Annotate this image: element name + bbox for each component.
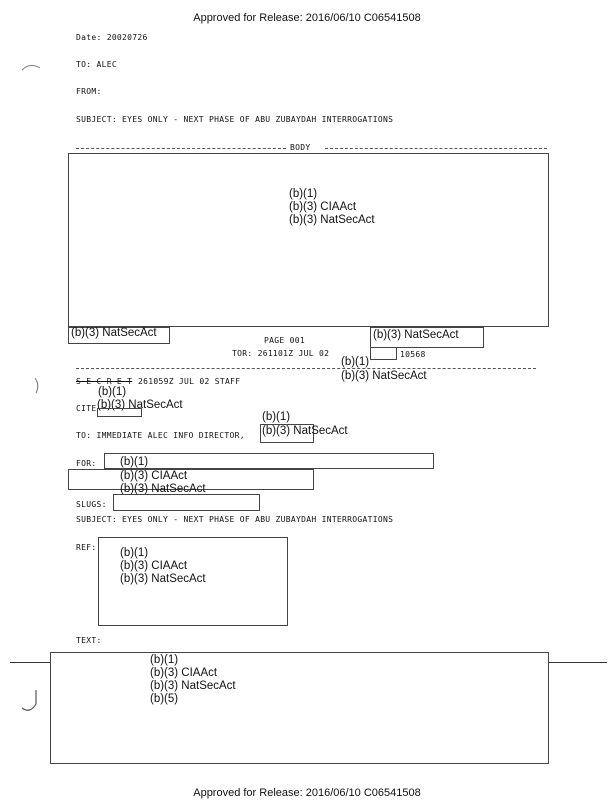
to-redaction-code: (b)(1) xyxy=(262,411,291,423)
to-redaction-code: (b)(3) NatSecAct xyxy=(262,425,348,437)
subject-line: SUBJECT: EYES ONLY - NEXT PHASE OF ABU ZUBAYDAH INTERROGATIONS xyxy=(76,115,394,124)
text-label: TEXT: xyxy=(76,636,102,645)
for-label: FOR: xyxy=(76,459,97,468)
release-footer: Approved for Release: 2016/06/10 C06541508 xyxy=(193,787,421,799)
page-number: PAGE 001 xyxy=(264,336,305,345)
slugs-label: SLUGS: xyxy=(76,500,107,509)
classification-marking: S E C R E T xyxy=(76,377,133,386)
ref-redaction-code: (b)(1) xyxy=(120,547,149,559)
for-redaction-code: (b)(3) CIAAct xyxy=(120,470,188,482)
cable-subject-line: SUBJECT: EYES ONLY - NEXT PHASE OF ABU ZUBAYDAH INTERROGATIONS xyxy=(76,515,394,524)
ref-label: REF: xyxy=(76,543,97,552)
for-redaction-code: (b)(3) NatSecAct xyxy=(120,483,206,495)
text-redaction-code: (b)(3) NatSecAct xyxy=(150,680,236,692)
for-redaction-code: (b)(1) xyxy=(120,456,149,468)
text-redaction-code: (b)(1) xyxy=(150,654,179,666)
body-redaction-code: (b)(3) NatSecAct xyxy=(289,214,375,226)
cable-to-line: TO: IMMEDIATE ALEC INFO DIRECTOR, xyxy=(76,431,245,440)
text-redaction-code: (b)(5) xyxy=(150,693,179,705)
tor-redaction-code: (b)(3) NatSecAct xyxy=(341,370,427,382)
tor-redaction-code: (b)(1) xyxy=(341,356,370,368)
right-redaction-code: (b)(3) NatSecAct xyxy=(373,329,459,341)
tor-line: TOR: 261101Z JUL 02 xyxy=(232,349,330,358)
ref-number: 10568 xyxy=(400,350,426,359)
left-redaction-code: (b)(3) NatSecAct xyxy=(71,327,157,339)
from-line: FROM: xyxy=(76,87,102,96)
text-redaction-code: (b)(3) CIAAct xyxy=(150,667,218,679)
ref-redaction-code: (b)(3) CIAAct xyxy=(120,560,188,572)
secret-redaction-code: (b)(1) xyxy=(98,386,127,398)
dtg-line: 261059Z JUL 02 STAFF xyxy=(138,377,241,386)
body-redaction-code: (b)(3) CIAAct xyxy=(289,201,357,213)
cite-redaction-code: (b)(3) NatSecAct xyxy=(97,399,183,411)
body-redaction-code: (b)(1) xyxy=(289,188,318,200)
release-header: Approved for Release: 2016/06/10 C06541508 xyxy=(193,12,421,24)
body-label: BODY xyxy=(290,143,311,152)
date-line: Date: 20020726 xyxy=(76,33,148,42)
cite-label: CITE xyxy=(76,404,97,413)
to-line: TO: ALEC xyxy=(76,60,117,69)
ref-redaction-code: (b)(3) NatSecAct xyxy=(120,573,206,585)
